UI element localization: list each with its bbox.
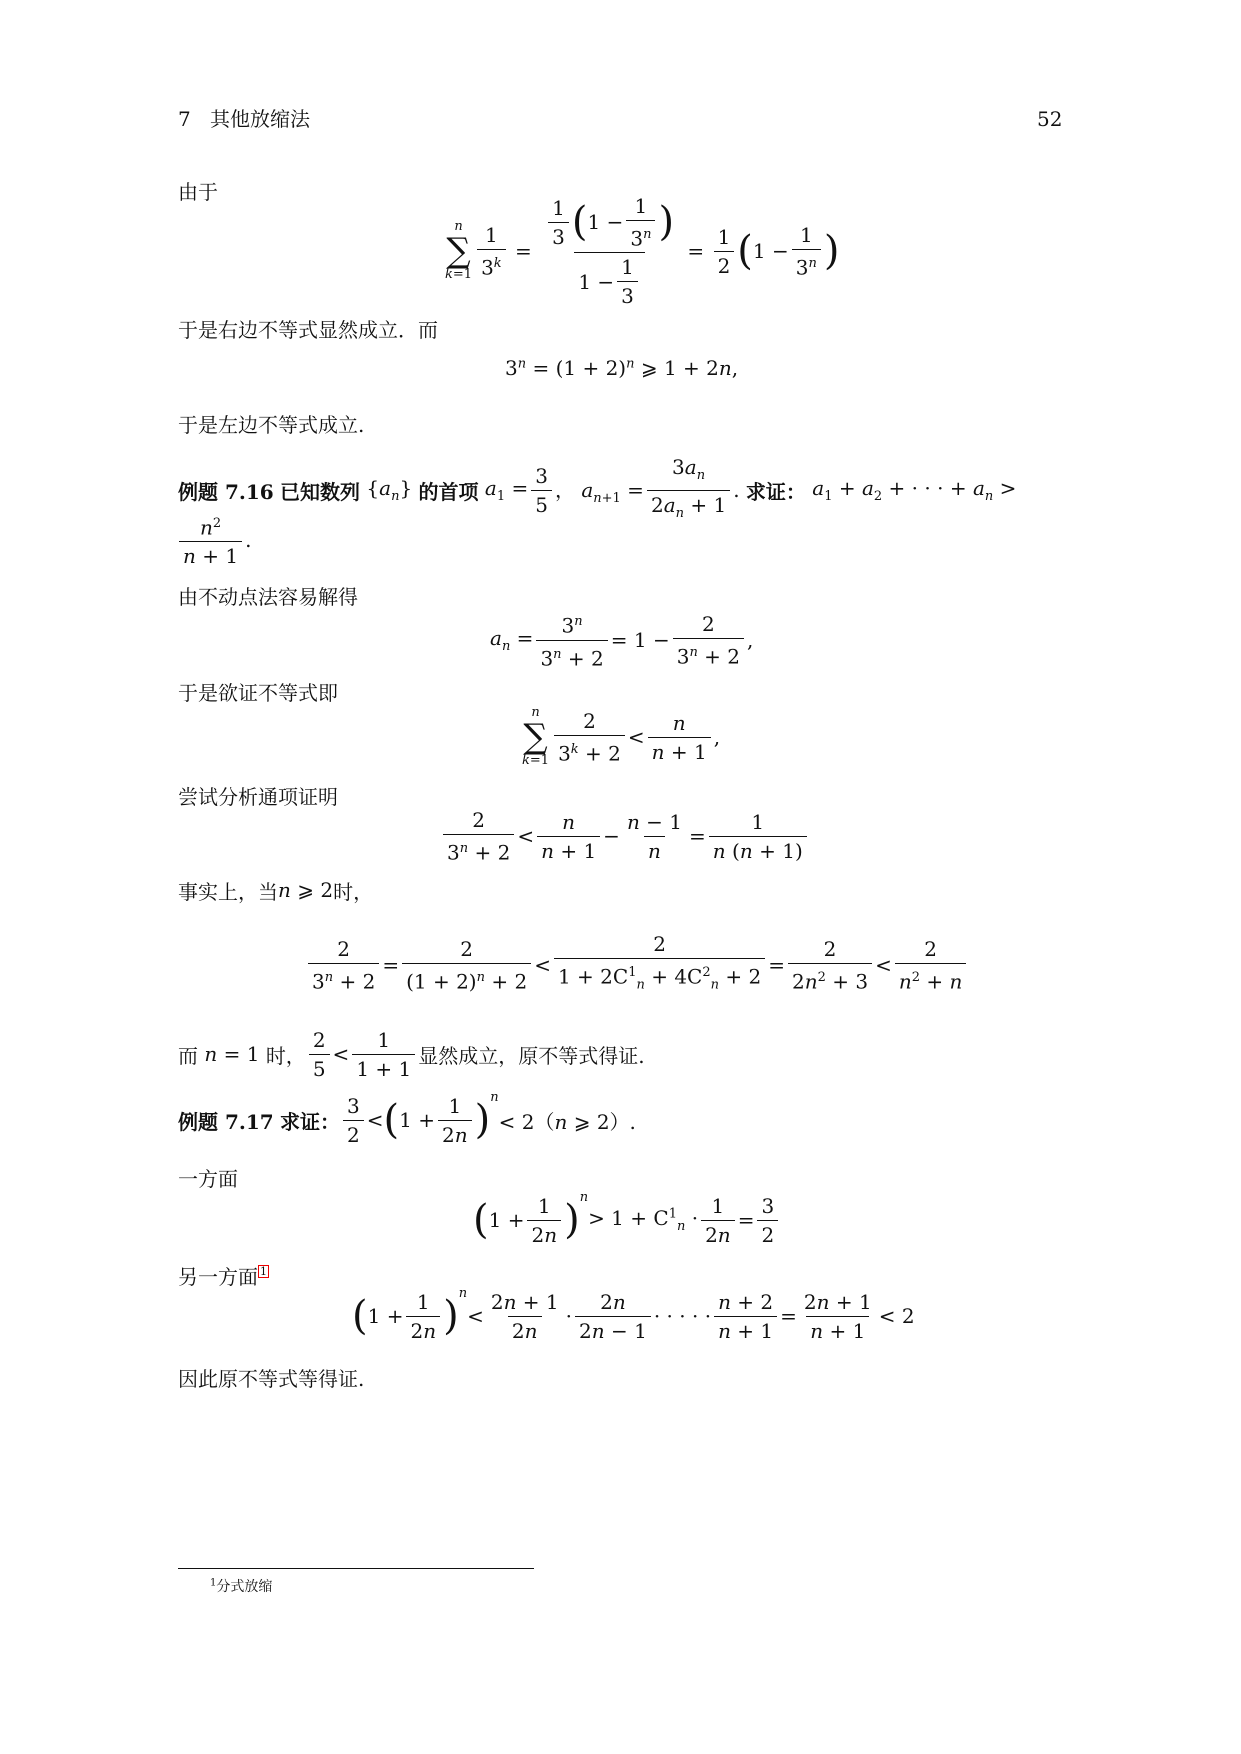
example-label: 例题 7.17 bbox=[178, 1109, 274, 1134]
example-label: 例题 7.16 bbox=[178, 479, 274, 504]
paragraph-left-holds: 于是左边不等式成立. bbox=[178, 413, 365, 437]
equation-term: $\frac{2}{3^n + 2}$ < $\frac{n}{n + 1}$ − $\frac{n - 1}{n}$ = $\frac{1}{n (n + 1)}$ bbox=[440, 808, 810, 864]
example-text: 的首项 bbox=[418, 479, 479, 504]
paragraph-right-holds: 于是右边不等式显然成立．而 bbox=[178, 318, 438, 342]
footnote-marker[interactable]: 1 bbox=[260, 1265, 267, 1278]
example-text: 求证： bbox=[745, 479, 806, 504]
example-7-16: 例题 7.16 已知数列 $\{a_n\}$ 的首项 $a_1$ = $\frac{3}{5}$ ， $a_{n+1}$ = $\frac{3a_n}{2a_n + 1}$ . 求证： $a_1 + a_2$ + · · · + $a_n$ > bbox=[178, 462, 1016, 518]
paragraph-other-side: 另一方面 1 bbox=[178, 1265, 267, 1289]
footnote-text: 分式放缩 bbox=[216, 1579, 273, 1595]
equation-lower-bound: ( 1 + $\frac{1}{2n}$ ) $^n$ > $1 + C^1_n$ · $\frac{1}{2n}$ = $\frac{3}{2}$ bbox=[473, 1190, 781, 1250]
footnote-rule bbox=[178, 1568, 534, 1569]
equation-sum-target: n ∑ k=1 $\frac{2}{3^k + 2}$ < $\frac{n}{n + 1}$ , bbox=[522, 705, 721, 768]
paragraph-analyze: 尝试分析通项证明 bbox=[178, 785, 338, 809]
paragraph-because: 由于 bbox=[178, 180, 218, 204]
page-number: 52 bbox=[1037, 107, 1063, 131]
equation-an: $a_n$ = $\frac{3^n}{3^n + 2}$ = 1 − $\frac{2}{3^n + 2}$ , bbox=[490, 611, 754, 671]
equation-geometric-sum: n ∑ k=1 $\frac{1}{3^k}$ = $\frac{1}{3}$ ( 1 − $\frac{1}{3^n}$ ) 1 − $\frac{1}{3}$ = $\frac{1}{2}$ ( 1 − $\frac{1}{3^n}$ ) bbox=[445, 193, 840, 309]
section-number: 7 bbox=[178, 107, 191, 131]
equation-binomial: $3^n = (1 + 2)^n$ ⩾ 1 + 2n, bbox=[505, 356, 739, 380]
example-text: 已知数列 bbox=[280, 479, 361, 504]
paragraph-fixed-point: 由不动点法容易解得 bbox=[178, 585, 358, 609]
paragraph-one-side: 一方面 bbox=[178, 1167, 238, 1191]
paragraph-in-fact: 事实上，当 n ⩾ 2 时， bbox=[178, 878, 374, 904]
footnote bbox=[210, 1576, 272, 1596]
paragraph-to-prove: 于是欲证不等式即 bbox=[178, 681, 338, 705]
footnote-number: 1 bbox=[210, 1577, 217, 1589]
example-text: 求证： bbox=[280, 1109, 341, 1134]
paragraph-conclusion: 因此原不等式等得证. bbox=[178, 1367, 365, 1391]
equation-chain: $\frac{2}{3^n + 2}$ = $\frac{2}{(1 + 2)^n + 2}$ < $\frac{2}{1 + 2C^1_n + 4C^2_n + 2}$ = $\frac{2}{2n^2 + 3}$ < $\frac{2}{n^2 + n}$ bbox=[305, 937, 969, 993]
paragraph-n-equals-1: 而 n = 1 时， $\frac{2}{5}$ < $\frac{1}{1 + 1}$ 显然成立，原不等式得证. bbox=[178, 1027, 645, 1081]
equation-upper-bound: ( 1 + $\frac{1}{2n}$ ) $^n$ < $\frac{2n + 1}{2n}$ · $\frac{2n}{2n - 1}$ · · · · · $\frac{n + 2}{n + 1}$ = $\frac{2n + 1}{n + 1}$ < 2 bbox=[352, 1286, 915, 1343]
example-7-17: 例题 7.17 求证： $\frac{3}{2}$ < ( 1 + $\frac{1}{2n}$ ) $^n$ < 2（n ⩾ 2）. bbox=[178, 1090, 636, 1147]
example-7-16-cont: $\frac{n^2}{n + 1}$ . bbox=[176, 512, 251, 568]
section-title: 其他放缩法 bbox=[210, 107, 310, 131]
